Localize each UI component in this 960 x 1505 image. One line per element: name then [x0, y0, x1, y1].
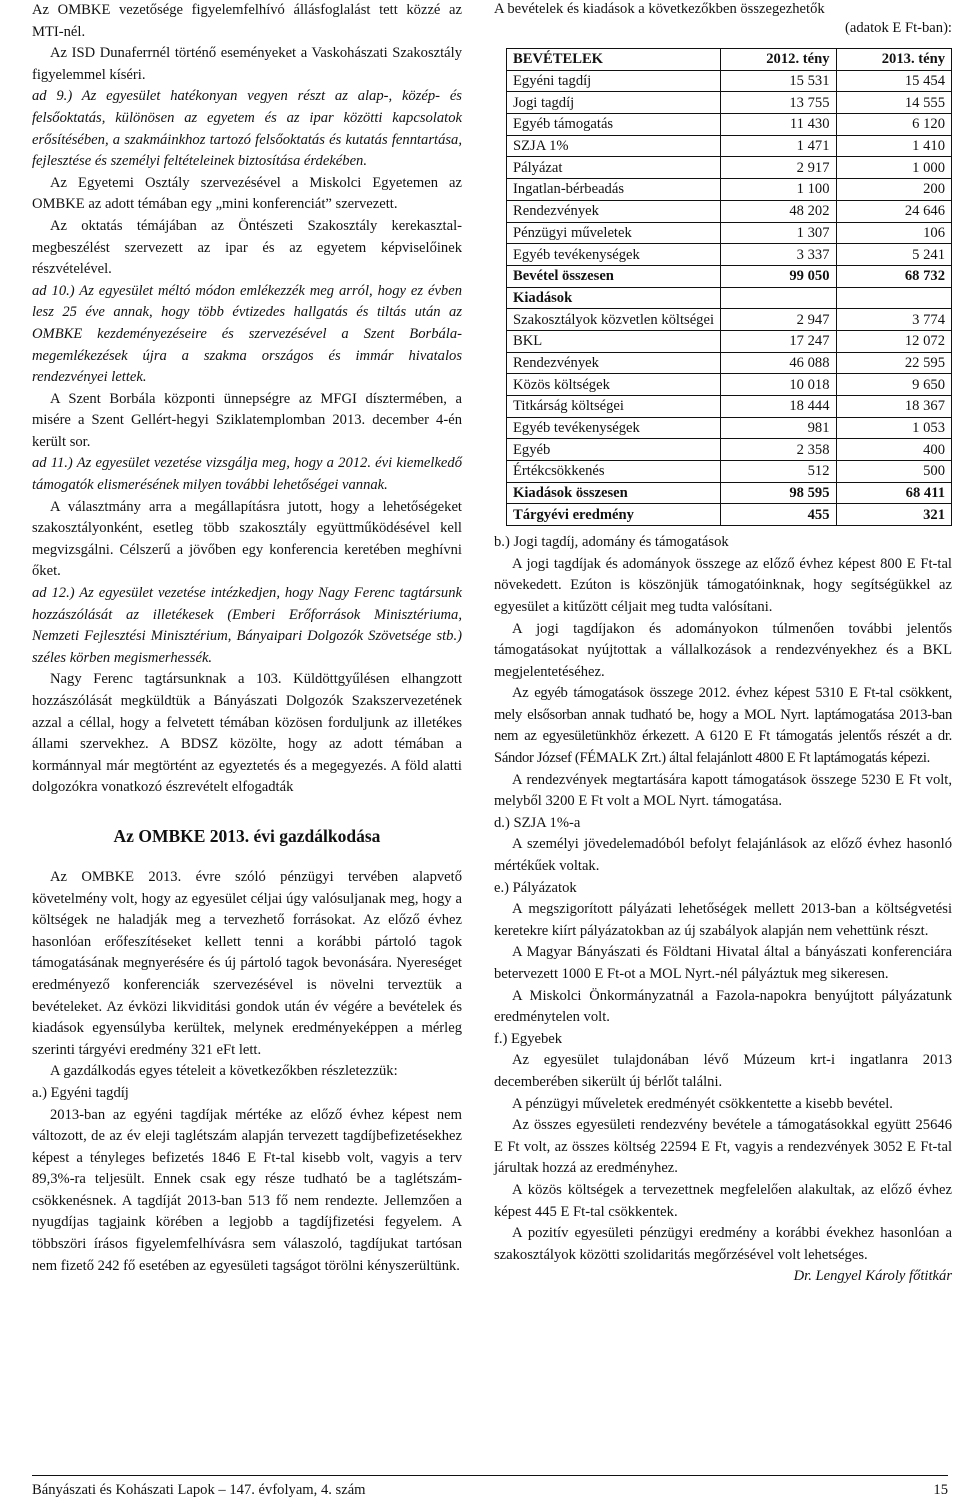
value-2012: 10 018 — [721, 374, 836, 396]
value-2012: 48 202 — [721, 200, 836, 222]
row-label: Értékcsökkenés — [507, 461, 721, 483]
row-label: Rendezvények — [507, 200, 721, 222]
page-footer — [32, 1475, 948, 1499]
row-label: Pályázat — [507, 157, 721, 179]
row-label: Jogi tagdíj — [507, 92, 721, 114]
value-2013: 1 053 — [836, 417, 952, 439]
value-2013: 321 — [836, 504, 952, 526]
paragraph: Az egyéb támogatások összege 2012. évhez képest 5310 E Ft-tal csökkent, mely elsősorban annak tudható be, hogy a MOL Nyrt. laptámogatása 2013-ban nem az egyesületünkhöz érkezett. A 6120 E Ft támogatás jelentős részét a dr. Sándor József (FÉMALK Zrt.) által felajánlott 4800 E Ft laptámogatás képezi. — [494, 685, 952, 767]
value-2012: 1 307 — [721, 222, 836, 244]
value-2013: 400 — [836, 439, 952, 461]
table-row — [507, 330, 952, 352]
paragraph: A Magyar Bányászati és Földtani Hivatal által a bányászati konferenciára betervezett 1000 E Ft-ot a MOL Nyrt.-nél pályáztuk meg sikeresen. — [494, 944, 952, 982]
value-2012: 981 — [721, 417, 836, 439]
value-2013: 1 410 — [836, 135, 952, 157]
row-label: Pénzügyi műveletek — [507, 222, 721, 244]
value-2012: 13 755 — [721, 92, 836, 114]
paragraph: ad 12.) Az egyesület vezetése intézkedjen, hogy Nagy Ferenc tagtársunk hozzászólását az illetékesek (Emberi Erőforrások Minisztériuma, Nemzeti Fejlesztési Minisztérium, Bányaipari Dolgozók Szövetsége stb.) széles körben megismerhessék. — [32, 585, 462, 666]
paragraph: Az összes egyesületi rendezvény bevétele a támogatásokkal együtt 25646 E Ft volt, az összes költség 22594 E Ft, vagyis a rendezvények 3052 E Ft-tal járultak hozzá az eredményhez. — [494, 1117, 952, 1177]
table-row — [507, 157, 952, 179]
value-2012: 1 100 — [721, 179, 836, 201]
value-2013: 68 411 — [836, 482, 952, 504]
value-2012: 98 595 — [721, 482, 836, 504]
paragraph: ad 10.) Az egyesület méltó módon emlékezzék meg arról, hogy ez évben lesz 25 éve annak, hogy több évtizedes hallgatás és tiltás után az OMBKE kezdeményezéseire és szervezésével a Szent Borbála-megemlékezések újra a szakma országos és immár hivatalos rendezvényei lettek. — [32, 282, 462, 386]
header-cell: 2013. tény — [836, 49, 952, 71]
signature: Dr. Lengyel Károly főtitkár — [793, 1268, 952, 1285]
value-2013: 5 241 — [836, 244, 952, 266]
value-2013: 3 774 — [836, 309, 952, 331]
page-number: 15 — [933, 1482, 948, 1498]
paragraph: A gazdálkodás egyes tételeit a következőkben részletezzük: — [50, 1063, 398, 1080]
value-2013: 200 — [836, 179, 952, 201]
table-row — [507, 200, 952, 222]
value-2012: 3 337 — [721, 244, 836, 266]
table-row — [507, 417, 952, 439]
paragraph: Az egyesület tulajdonában lévő Múzeum krt-i ingatlanra 2013 decemberében sikerült új bérlőt találni. — [494, 1052, 952, 1090]
finance-table — [506, 48, 952, 526]
left-column — [32, 0, 462, 1277]
value-2012: 455 — [721, 504, 836, 526]
row-label: Rendezvények — [507, 352, 721, 374]
table-header-row — [507, 49, 952, 71]
paragraph: A választmány arra a megállapításra jutott, hogy a lehetőségeket szakosztályonként, esetleg több szakosztály együttműködésével kell megvizsgálni. Célszerű a jövőben egy konferencia keretében meghívni őket. — [32, 498, 462, 580]
row-label: Egyéb tevékenységek — [507, 244, 721, 266]
value-2013: 6 120 — [836, 114, 952, 136]
paragraph: Az OMBKE 2013. évre szóló pénzügyi tervében alapvető követelmény volt, hogy az egyesület céljai úgy valósuljanak meg, hogy a költségek ne haladják meg a tervezhető forrásokat. Az előző évhez hasonlóan erőfeszítéseket kellett tenni a korábbi pártoló tagok támogatásának megnyerésére és új pártoló tagok bevonására. Nyereséget eredményező konferenciák szervezésével is növelni terveztük a bevételeket. Az évközi likviditási gondok után év végére a bevételek és kiadások egyensúlyba kerültek, melynek eredményeképpen a mérleg szerinti tárgyévi eredmény 321 eFt lett. — [32, 868, 462, 1058]
table-row — [507, 244, 952, 266]
table-row — [507, 309, 952, 331]
paragraph: Az ISD Dunaferrnél történő eseményeket a Vaskohászati Szakosztály figyelemmel kíséri. — [32, 45, 462, 83]
paragraph: A jogi tagdíjak és adományok összege az előző évhez képest 800 E Ft-tal növekedett. Ezúton is köszönjük támogatóinknak, hogy segítségükkel az egyesület a kitűzött céljait meg tudta valósítani. — [494, 555, 952, 615]
value-2013: 68 732 — [836, 265, 952, 287]
subsection-title: e.) Pályázatok — [494, 879, 577, 896]
paragraph: A személyi jövedelemadóból befolyt felajánlások az előző évhez hasonló mértékűek voltak. — [494, 836, 952, 875]
header-cell: BEVÉTELEK — [507, 49, 721, 71]
value-2012: 17 247 — [721, 330, 836, 352]
table-row — [507, 439, 952, 461]
value-2012: 2 947 — [721, 309, 836, 331]
value-2012 — [721, 287, 836, 309]
table-body — [507, 70, 952, 525]
paragraph: ad 11.) Az egyesület vezetése vizsgálja meg, hogy a 2012. évi kiemelkedő támogatók elismerésének milyen további lehetőségei vannak. — [32, 455, 462, 494]
row-label: SZJA 1% — [507, 135, 721, 157]
subsection-title: b.) Jogi tagdíj, adomány és támogatások — [494, 534, 729, 551]
table-row — [507, 222, 952, 244]
table-row — [507, 70, 952, 92]
value-2012: 18 444 — [721, 396, 836, 418]
table-row — [507, 461, 952, 483]
row-label: Tárgyévi eredmény — [507, 504, 721, 526]
row-label: Bevétel összesen — [507, 265, 721, 287]
paragraph: A jogi tagdíjakon és adományokon túlmenően további jelentős támogatásokat nyújtottak a vállalkozások a rendezvényekhez és a BKL megjelentetéséhez. — [494, 620, 952, 680]
table-intro: A bevételek és kiadások a következőkben összegezhetők — [494, 1, 825, 17]
paragraph: Nagy Ferenc tagtársunknak a 103. Küldöttgyűlésen elhangzott hozzászólását megküldtük a Bányászati Dolgozók Szakszervezetének azzal a céllal, hogy a felvetett témában közösen forduljunk az illetékes állami szervekhez. A BDSZ közölte, hogy az adott témában a kormánnyal már megtörtént az egyeztetés és a megegyezés. A föld alatti dolgozókra vonatkozó észrevételt elfogadták — [32, 671, 462, 796]
row-label: Ingatlan-bérbeadás — [507, 179, 721, 201]
value-2013: 18 367 — [836, 396, 952, 418]
value-2013: 500 — [836, 461, 952, 483]
table-row — [507, 92, 952, 114]
table-row — [507, 352, 952, 374]
value-2012: 15 531 — [721, 70, 836, 92]
paragraph: A Miskolci Önkormányzatnál a Fazola-napokra benyújtott pályázatunk eredménytelen volt. — [494, 987, 952, 1026]
row-label: Egyéb tevékenységek — [507, 417, 721, 439]
value-2013: 1 000 — [836, 157, 952, 179]
header-cell: 2012. tény — [721, 49, 836, 71]
paragraph: Az OMBKE vezetősége figyelemfelhívó állásfoglalást tett közzé az MTI-nél. — [32, 2, 462, 40]
value-2013 — [836, 287, 952, 309]
table-row — [507, 135, 952, 157]
paragraph: A Szent Borbála központi ünnepségre az MFGI dísztermében, a misére a Szent Gellért-hegyi Sziklatemplomban 2013. december 4-én került sor. — [32, 390, 462, 450]
subsection-title: d.) SZJA 1%-a — [494, 814, 581, 831]
value-2012: 11 430 — [721, 114, 836, 136]
value-2013: 106 — [836, 222, 952, 244]
table-row — [507, 374, 952, 396]
value-2013: 15 454 — [836, 70, 952, 92]
table-row — [507, 179, 952, 201]
section-heading: Az OMBKE 2013. évi gazdálkodása — [113, 825, 381, 846]
table-row — [507, 482, 952, 504]
value-2012: 99 050 — [721, 265, 836, 287]
row-label: Egyéni tagdíj — [507, 70, 721, 92]
paragraph: A közös költségek a tervezettnek megfelelően alakultak, az előző évhez képest 445 E Ft-tal csökkentek. — [494, 1181, 952, 1220]
value-2013: 9 650 — [836, 374, 952, 396]
table-row — [507, 114, 952, 136]
table-row — [507, 504, 952, 526]
table-row — [507, 396, 952, 418]
row-label: Kiadások — [507, 287, 721, 309]
value-2013: 14 555 — [836, 92, 952, 114]
value-2012: 2 358 — [721, 439, 836, 461]
row-label: Szakosztályok közvetlen költségei — [507, 309, 721, 331]
table-unit-note: (adatok E Ft-ban): — [845, 20, 952, 36]
value-2013: 12 072 — [836, 330, 952, 352]
right-column — [494, 0, 952, 1288]
row-label: Egyéb — [507, 439, 721, 461]
value-2012: 1 471 — [721, 135, 836, 157]
value-2013: 22 595 — [836, 352, 952, 374]
paragraph: A rendezvények megtartására kapott támogatások összege 5230 E Ft volt, melyből 3200 E Ft volt a MOL Nyrt. támogatása. — [494, 771, 952, 810]
row-label: Egyéb támogatás — [507, 114, 721, 136]
row-label: Titkárság költségei — [507, 396, 721, 418]
paragraph: 2013-ban az egyéni tagdíjak mértéke az előző évhez képest nem változott, de az év eleji taglétszám alapján tervezett tagdíjbefizetésekhez képest a tényleges befizetés 1846 E Ft-tal kisebb volt, vagyis a terv 89,3%-ra teljesült. Ennek csak egy része tudható be a taglétszám-csökkenésnek. A tagdíját 2013-ban 513 fő nem rendezte. Jellemzően a nyugdíjas tagjaink körében a legjobb a tagdíjfizetési fegyelem. A többszöri írásos figyelemfelhívásra sem válaszoló, tagdíjukat tartósan nem fizető 242 fő esetében az egyesületi tagságot törölni kényszerültünk. — [32, 1106, 462, 1274]
row-label: Közös költségek — [507, 374, 721, 396]
row-label: Kiadások összesen — [507, 482, 721, 504]
journal-name: Bányászati és Kohászati Lapok – 147. évfolyam, 4. szám — [32, 1482, 366, 1498]
paragraph: ad 9.) Az egyesület hatékonyan vegyen részt az alap-, közép- és felsőoktatás, különösen az egyetem és az ipar közötti kapcsolatok erősítésében, a szakmáinkhoz tartozó felsőoktatás és kutatás fenntartása, fejlesztése és személyi feltételeinek biztosítása érdekében. — [32, 88, 462, 170]
value-2012: 2 917 — [721, 157, 836, 179]
subsection-title: a.) Egyéni tagdíj — [32, 1084, 129, 1101]
value-2012: 46 088 — [721, 352, 836, 374]
subsection-title: f.) Egyebek — [494, 1030, 563, 1047]
value-2013: 24 646 — [836, 200, 952, 222]
paragraph: Az oktatás témájában az Öntészeti Szakosztály kerekasztal-megbeszélést szervezett az ipar és az egyetem képviselőinek részvételével. — [32, 217, 462, 278]
paragraph: A pénzügyi műveletek eredményét csökkentette a kisebb bevétel. — [512, 1095, 893, 1112]
paragraph: Az Egyetemi Osztály szervezésével a Miskolci Egyetemen az OMBKE az adott témában egy „mini konferenciát” szervezett. — [32, 174, 462, 213]
value-2012: 512 — [721, 461, 836, 483]
paragraph: A pozitív egyesületi pénzügyi eredmény a korábbi évekhez hasonlóan a szakosztályok közötti szolidaritás megőrzésével volt lehetséges. — [494, 1225, 952, 1263]
paragraph: A megszigorított pályázati lehetőségek mellett 2013-ban a költségvetési keretekre kiírt pályázatokban az új szabályok alapján nem vehettünk részt. — [494, 901, 952, 939]
row-label: BKL — [507, 330, 721, 352]
table-row — [507, 265, 952, 287]
table-row — [507, 287, 952, 309]
